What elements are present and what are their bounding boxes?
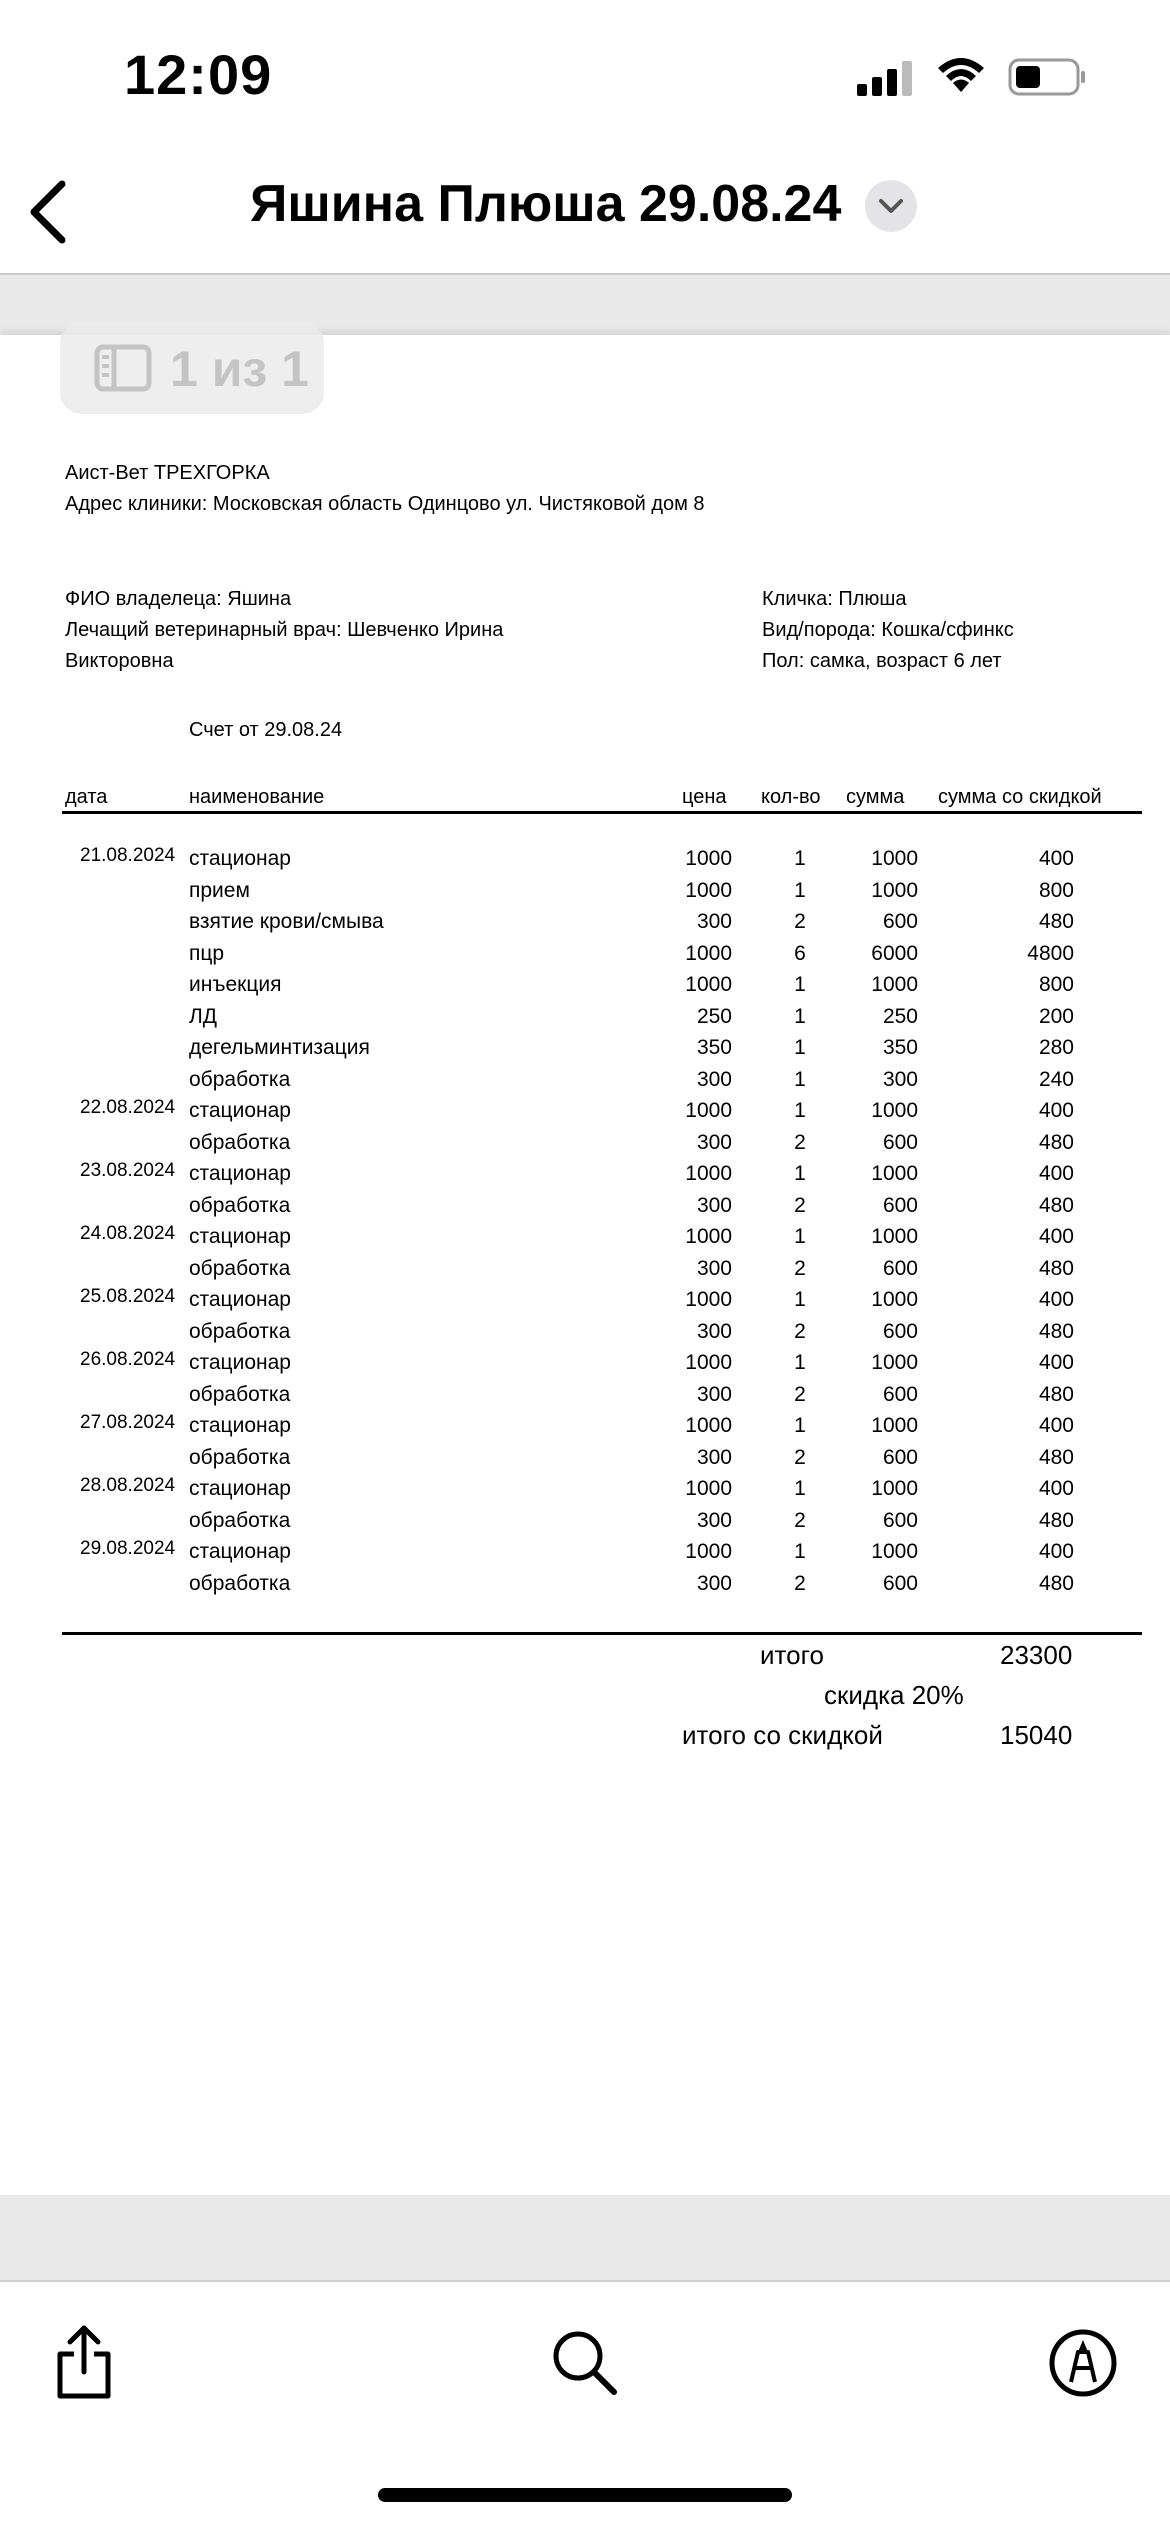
row-quantity: 2 bbox=[794, 1257, 806, 1280]
row-discounted-sum: 4800 bbox=[1027, 942, 1074, 965]
row-quantity: 2 bbox=[794, 910, 806, 933]
row-price: 1000 bbox=[685, 1414, 732, 1437]
row-price: 1000 bbox=[685, 1099, 732, 1122]
row-sum: 600 bbox=[882, 910, 918, 933]
row-price: 300 bbox=[696, 1068, 732, 1091]
col-header-date: дата bbox=[65, 786, 108, 808]
row-date: 26.08.2024 bbox=[80, 1349, 176, 1370]
search-button[interactable] bbox=[550, 2328, 620, 2403]
row-sum: 1000 bbox=[871, 847, 918, 870]
row-quantity: 1 bbox=[794, 847, 806, 870]
row-price: 1000 bbox=[685, 1225, 732, 1248]
row-service-name: обработка bbox=[189, 1383, 291, 1406]
row-price: 300 bbox=[696, 910, 732, 933]
row-quantity: 6 bbox=[794, 942, 806, 965]
row-sum: 600 bbox=[882, 1446, 918, 1469]
row-quantity: 2 bbox=[794, 1446, 806, 1469]
row-quantity: 1 bbox=[794, 1540, 806, 1563]
row-price: 300 bbox=[696, 1257, 732, 1280]
row-quantity: 1 bbox=[794, 1162, 806, 1185]
row-sum: 1000 bbox=[871, 879, 918, 902]
row-sum: 1000 bbox=[871, 1288, 918, 1311]
row-quantity: 1 bbox=[794, 1351, 806, 1374]
row-quantity: 2 bbox=[794, 1320, 806, 1343]
cellular-signal-icon bbox=[855, 58, 915, 98]
row-price: 300 bbox=[696, 1194, 732, 1217]
row-discounted-sum: 800 bbox=[1038, 973, 1074, 996]
row-price: 1000 bbox=[685, 1477, 732, 1500]
row-sum: 1000 bbox=[871, 1099, 918, 1122]
row-service-name: прием bbox=[189, 879, 250, 902]
chevron-left-icon bbox=[22, 170, 82, 250]
share-button[interactable] bbox=[52, 2322, 116, 2407]
discounted-total-label: итого со скидкой bbox=[682, 1720, 883, 1750]
row-sum: 6000 bbox=[871, 942, 918, 965]
row-quantity: 2 bbox=[794, 1572, 806, 1595]
table-row bbox=[0, 1068, 1170, 1099]
navigation-bar bbox=[0, 150, 1170, 275]
table-row bbox=[0, 1036, 1170, 1067]
battery-icon bbox=[1008, 57, 1086, 97]
row-price: 250 bbox=[696, 1005, 732, 1028]
row-price: 1000 bbox=[685, 942, 732, 965]
clinic-address: Адрес клиники: Московская область Одинцово ул. Чистяковой дом 8 bbox=[65, 493, 705, 515]
home-indicator[interactable] bbox=[378, 2488, 792, 2502]
row-date: 29.08.2024 bbox=[80, 1538, 176, 1559]
table-row bbox=[0, 973, 1170, 1004]
col-header-qty: кол-во bbox=[761, 786, 821, 808]
pet-sex-age: Пол: самка, возраст 6 лет bbox=[762, 650, 1002, 672]
row-quantity: 2 bbox=[794, 1509, 806, 1532]
row-discounted-sum: 480 bbox=[1038, 910, 1074, 933]
row-quantity: 1 bbox=[794, 1036, 806, 1059]
table-row bbox=[0, 1351, 1170, 1382]
row-discounted-sum: 480 bbox=[1038, 1320, 1074, 1343]
table-row bbox=[0, 1383, 1170, 1414]
chevron-down-icon bbox=[877, 194, 905, 218]
table-row bbox=[0, 1477, 1170, 1508]
row-service-name: обработка bbox=[189, 1068, 291, 1091]
status-bar bbox=[0, 0, 1170, 150]
row-service-name: стационар bbox=[189, 1477, 291, 1500]
viewer-background-bottom bbox=[0, 2195, 1170, 2282]
discounted-total-value: 15040 bbox=[1000, 1720, 1073, 1750]
table-row bbox=[0, 1320, 1170, 1351]
row-sum: 1000 bbox=[871, 1162, 918, 1185]
row-service-name: обработка bbox=[189, 1572, 291, 1595]
row-discounted-sum: 200 bbox=[1038, 1005, 1074, 1028]
row-discounted-sum: 400 bbox=[1038, 1414, 1074, 1437]
row-price: 300 bbox=[696, 1320, 732, 1343]
row-service-name: стационар bbox=[189, 1162, 291, 1185]
row-sum: 600 bbox=[882, 1383, 918, 1406]
table-row bbox=[0, 1194, 1170, 1225]
row-price: 350 bbox=[696, 1036, 732, 1059]
pet-breed: Вид/порода: Кошка/сфинкс bbox=[762, 619, 1014, 641]
table-row bbox=[0, 1005, 1170, 1036]
table-row bbox=[0, 1131, 1170, 1162]
row-discounted-sum: 400 bbox=[1038, 1477, 1074, 1500]
row-discounted-sum: 400 bbox=[1038, 1540, 1074, 1563]
table-row bbox=[0, 1288, 1170, 1319]
row-date: 27.08.2024 bbox=[80, 1412, 176, 1433]
row-sum: 300 bbox=[882, 1068, 918, 1091]
table-row bbox=[0, 910, 1170, 941]
row-price: 300 bbox=[696, 1131, 732, 1154]
col-header-sum: сумма bbox=[846, 786, 905, 808]
vet-name-line1: Лечащий ветеринарный врач: Шевченко Ирина bbox=[65, 619, 504, 641]
row-service-name: дегельминтизация bbox=[189, 1036, 370, 1059]
row-quantity: 2 bbox=[794, 1383, 806, 1406]
row-sum: 1000 bbox=[871, 1540, 918, 1563]
table-row bbox=[0, 847, 1170, 878]
search-icon bbox=[550, 2328, 620, 2398]
status-time: 12:09 bbox=[124, 43, 273, 106]
markup-icon bbox=[1048, 2328, 1118, 2398]
row-discounted-sum: 480 bbox=[1038, 1194, 1074, 1217]
row-price: 1000 bbox=[685, 1351, 732, 1374]
share-icon bbox=[52, 2322, 116, 2402]
row-service-name: обработка bbox=[189, 1131, 291, 1154]
row-sum: 1000 bbox=[871, 1414, 918, 1437]
row-service-name: стационар bbox=[189, 1225, 291, 1248]
row-quantity: 2 bbox=[794, 1131, 806, 1154]
table-row bbox=[0, 879, 1170, 910]
row-discounted-sum: 800 bbox=[1038, 879, 1074, 902]
row-discounted-sum: 400 bbox=[1038, 1288, 1074, 1311]
table-row bbox=[0, 1414, 1170, 1445]
row-discounted-sum: 400 bbox=[1038, 1099, 1074, 1122]
row-quantity: 1 bbox=[794, 973, 806, 996]
row-quantity: 2 bbox=[794, 1194, 806, 1217]
row-discounted-sum: 400 bbox=[1038, 1225, 1074, 1248]
row-price: 300 bbox=[696, 1383, 732, 1406]
row-sum: 600 bbox=[882, 1509, 918, 1532]
row-service-name: инъекция bbox=[189, 973, 282, 996]
col-header-name: наименование bbox=[189, 786, 325, 808]
sidebar-icon bbox=[94, 344, 152, 392]
row-date: 24.08.2024 bbox=[80, 1223, 176, 1244]
row-sum: 350 bbox=[882, 1036, 918, 1059]
row-service-name: стационар bbox=[189, 1540, 291, 1563]
row-service-name: стационар bbox=[189, 1099, 291, 1122]
table-row bbox=[0, 1257, 1170, 1288]
row-service-name: ЛД bbox=[189, 1005, 218, 1028]
back-button[interactable] bbox=[22, 170, 92, 250]
row-price: 300 bbox=[696, 1509, 732, 1532]
row-quantity: 1 bbox=[794, 1068, 806, 1091]
row-sum: 1000 bbox=[871, 1225, 918, 1248]
page-count: 1 из 1 bbox=[170, 341, 309, 397]
row-service-name: обработка bbox=[189, 1257, 291, 1280]
totals-divider bbox=[62, 1632, 1142, 1635]
total-label: итого bbox=[760, 1640, 824, 1670]
row-date: 25.08.2024 bbox=[80, 1286, 176, 1307]
row-quantity: 1 bbox=[794, 1477, 806, 1500]
row-sum: 600 bbox=[882, 1257, 918, 1280]
pet-name: Кличка: Плюша bbox=[762, 588, 907, 610]
row-sum: 250 bbox=[882, 1005, 918, 1028]
table-row bbox=[0, 1225, 1170, 1256]
row-sum: 1000 bbox=[871, 1477, 918, 1500]
document-title[interactable]: Яшина Плюша 29.08.24 bbox=[250, 175, 842, 233]
vet-name-line2: Викторовна bbox=[65, 650, 174, 672]
row-discounted-sum: 480 bbox=[1038, 1509, 1074, 1532]
row-service-name: стационар bbox=[189, 1351, 291, 1374]
row-discounted-sum: 480 bbox=[1038, 1257, 1074, 1280]
page-indicator[interactable] bbox=[60, 322, 324, 414]
row-price: 1000 bbox=[685, 879, 732, 902]
row-service-name: обработка bbox=[189, 1446, 291, 1469]
table-row bbox=[0, 1540, 1170, 1571]
row-discounted-sum: 280 bbox=[1038, 1036, 1074, 1059]
row-service-name: пцр bbox=[189, 942, 225, 965]
row-quantity: 1 bbox=[794, 1005, 806, 1028]
row-quantity: 1 bbox=[794, 1099, 806, 1122]
table-row bbox=[0, 1446, 1170, 1477]
row-quantity: 1 bbox=[794, 879, 806, 902]
row-sum: 600 bbox=[882, 1131, 918, 1154]
table-row bbox=[0, 1572, 1170, 1603]
row-date: 23.08.2024 bbox=[80, 1160, 176, 1181]
markup-button[interactable] bbox=[1048, 2328, 1118, 2403]
title-menu-button[interactable] bbox=[865, 180, 917, 232]
row-discounted-sum: 480 bbox=[1038, 1383, 1074, 1406]
row-price: 300 bbox=[696, 1446, 732, 1469]
row-sum: 600 bbox=[882, 1572, 918, 1595]
row-service-name: стационар bbox=[189, 1414, 291, 1437]
row-price: 1000 bbox=[685, 973, 732, 996]
invoice-title: Счет от 29.08.24 bbox=[189, 719, 343, 741]
row-service-name: обработка bbox=[189, 1509, 291, 1532]
table-row bbox=[0, 1099, 1170, 1130]
col-header-price: цена bbox=[682, 786, 727, 808]
row-price: 1000 bbox=[685, 1540, 732, 1563]
row-price: 300 bbox=[696, 1572, 732, 1595]
row-service-name: взятие крови/смыва bbox=[189, 910, 384, 933]
table-row bbox=[0, 1509, 1170, 1540]
row-service-name: обработка bbox=[189, 1320, 291, 1343]
row-discounted-sum: 480 bbox=[1038, 1131, 1074, 1154]
row-date: 28.08.2024 bbox=[80, 1475, 176, 1496]
row-quantity: 1 bbox=[794, 1225, 806, 1248]
col-header-discounted-sum: сумма со скидкой bbox=[938, 786, 1102, 808]
discount-label: скидка 20% bbox=[824, 1680, 964, 1710]
row-date: 21.08.2024 bbox=[80, 845, 176, 866]
row-service-name: стационар bbox=[189, 1288, 291, 1311]
row-price: 1000 bbox=[685, 1162, 732, 1185]
row-sum: 1000 bbox=[871, 1351, 918, 1374]
row-sum: 600 bbox=[882, 1194, 918, 1217]
row-discounted-sum: 400 bbox=[1038, 847, 1074, 870]
row-discounted-sum: 480 bbox=[1038, 1572, 1074, 1595]
row-sum: 600 bbox=[882, 1320, 918, 1343]
table-row bbox=[0, 1162, 1170, 1193]
row-service-name: стационар bbox=[189, 847, 291, 870]
total-value: 23300 bbox=[1000, 1640, 1073, 1670]
wifi-icon bbox=[935, 56, 987, 96]
row-date: 22.08.2024 bbox=[80, 1097, 176, 1118]
row-discounted-sum: 400 bbox=[1038, 1351, 1074, 1374]
clinic-name: Аист-Вет ТРЕХГОРКА bbox=[65, 462, 270, 484]
header-divider bbox=[62, 811, 1142, 814]
row-discounted-sum: 400 bbox=[1038, 1162, 1074, 1185]
table-row bbox=[0, 942, 1170, 973]
row-price: 1000 bbox=[685, 847, 732, 870]
row-discounted-sum: 240 bbox=[1038, 1068, 1074, 1091]
row-sum: 1000 bbox=[871, 973, 918, 996]
row-quantity: 1 bbox=[794, 1414, 806, 1437]
row-service-name: обработка bbox=[189, 1194, 291, 1217]
owner-name: ФИО владелеца: Яшина bbox=[65, 588, 292, 610]
row-quantity: 1 bbox=[794, 1288, 806, 1311]
row-price: 1000 bbox=[685, 1288, 732, 1311]
row-discounted-sum: 480 bbox=[1038, 1446, 1074, 1469]
